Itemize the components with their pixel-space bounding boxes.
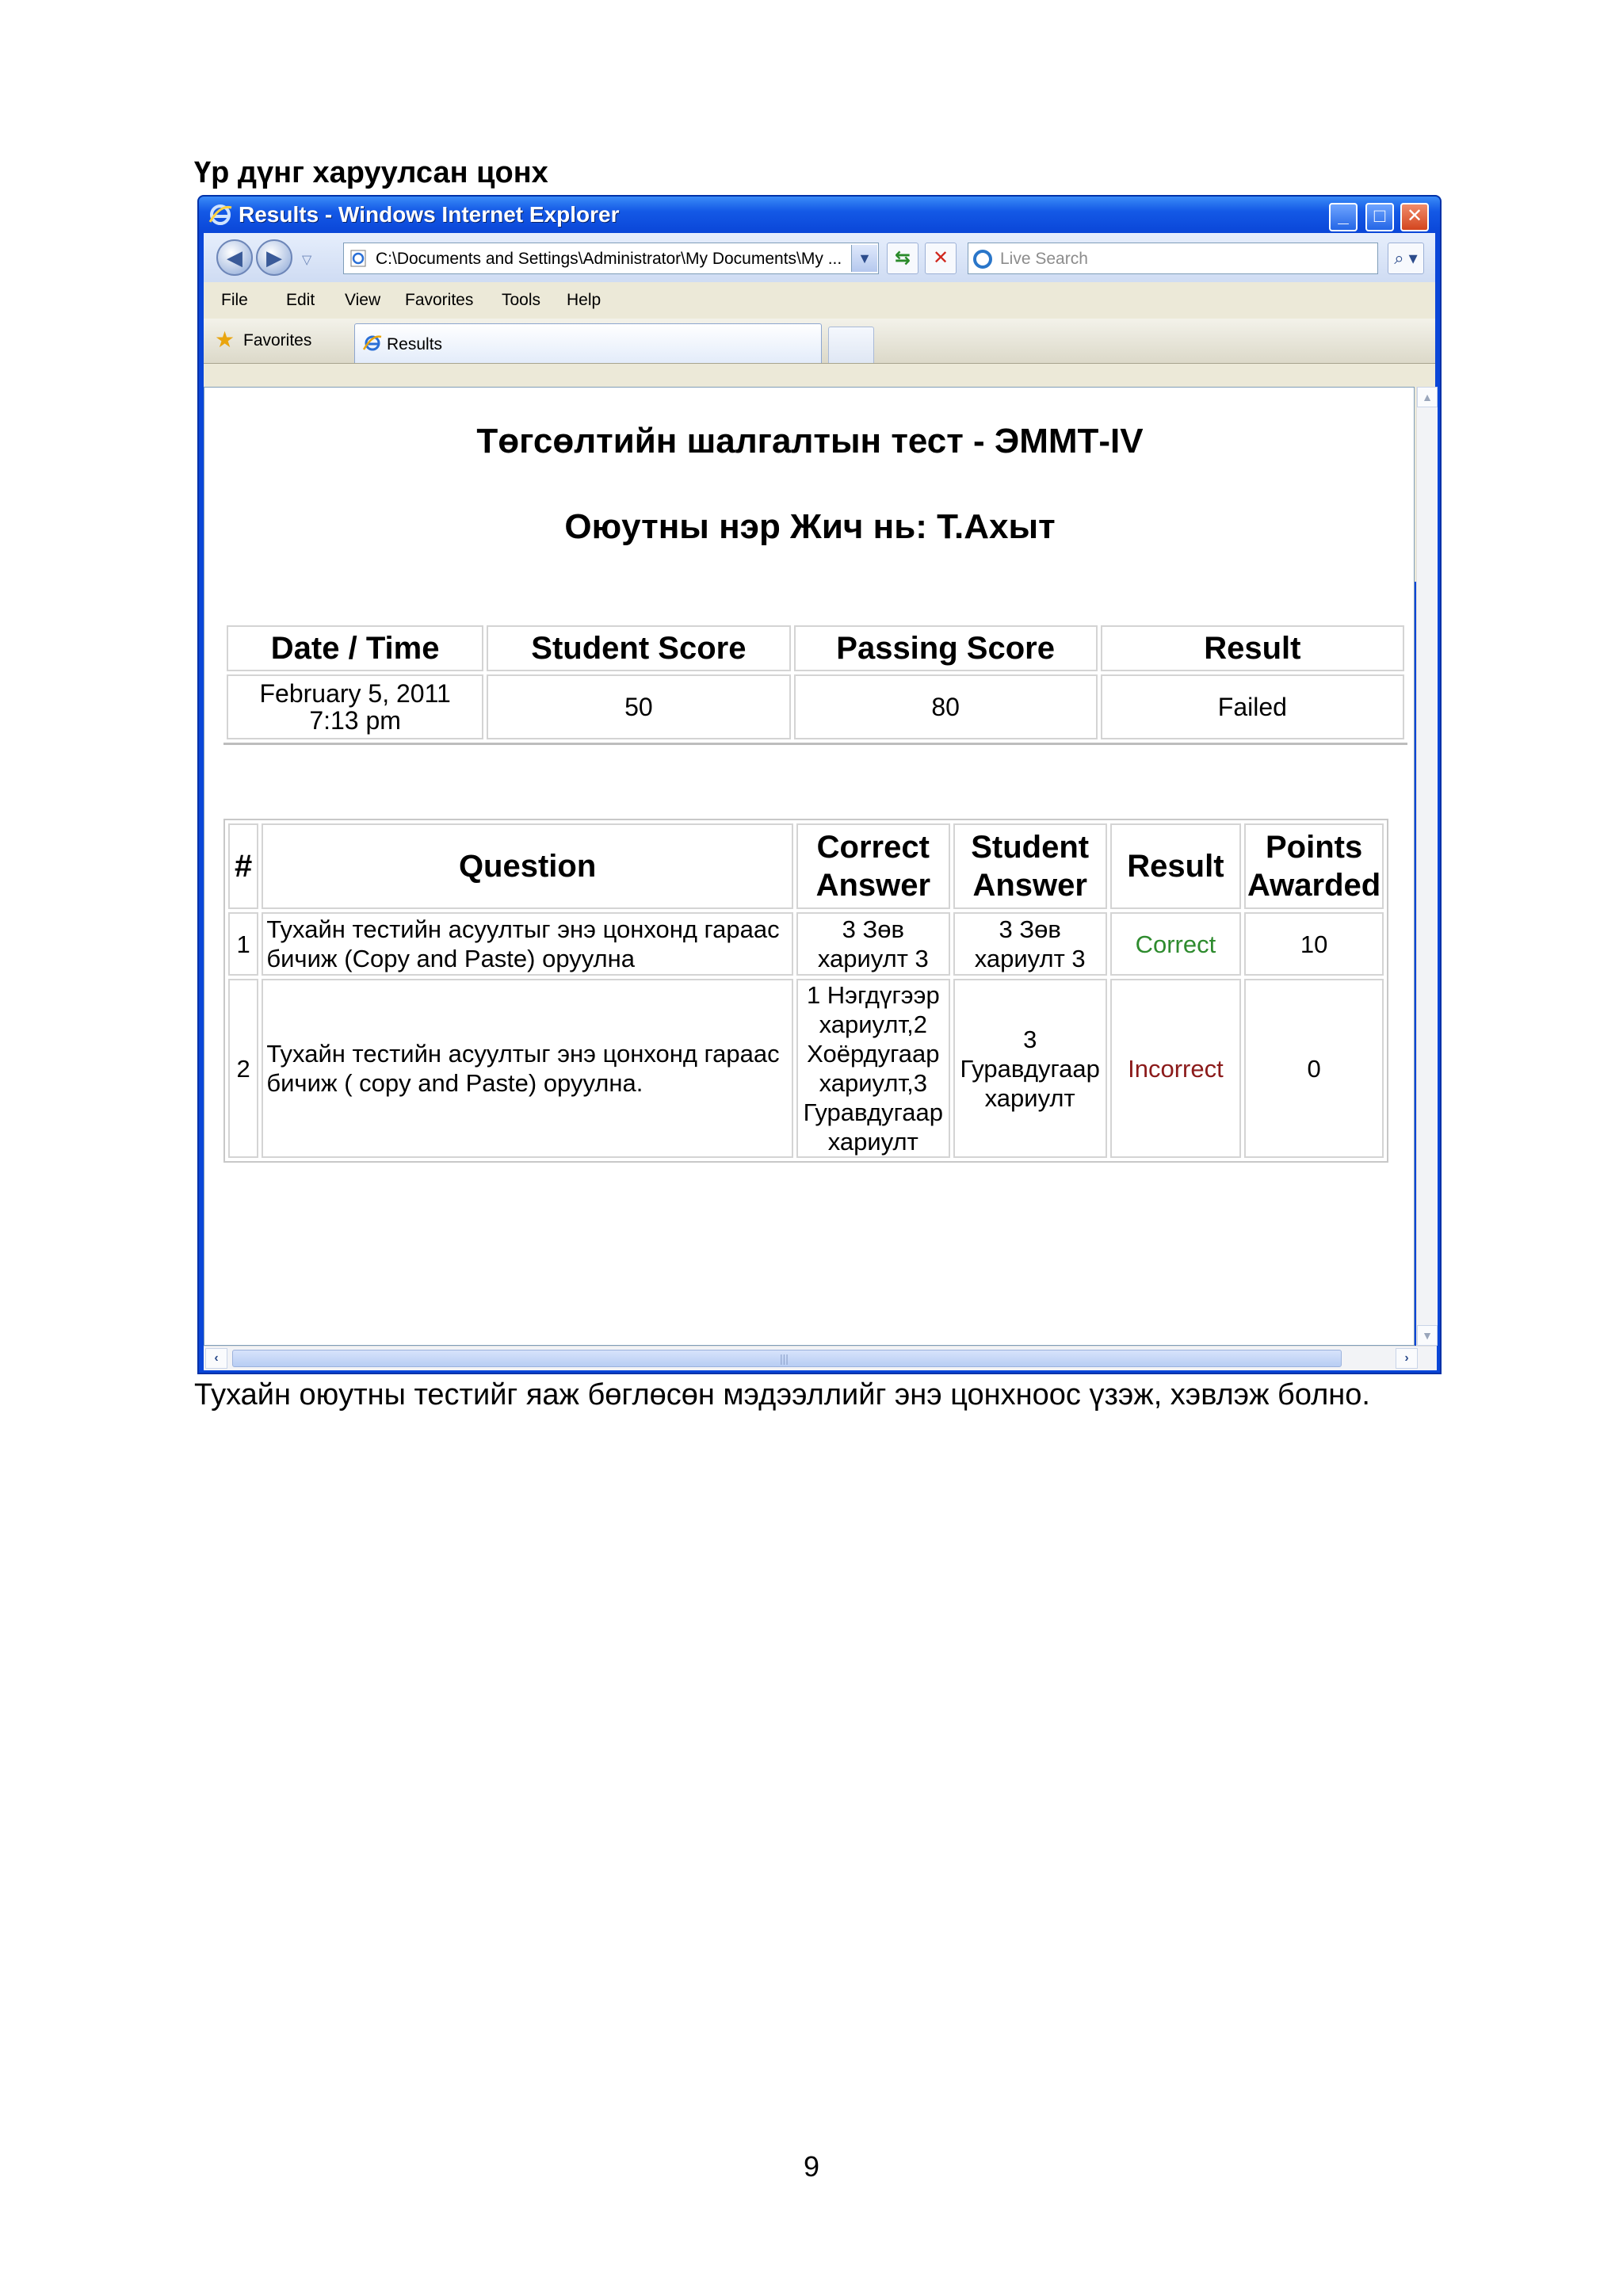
date-value: February 5, 2011 — [259, 679, 451, 708]
header-correct-answer: Correct Answer — [796, 823, 950, 909]
header-date-time: Date / Time — [227, 625, 483, 671]
header-result: Result — [1101, 625, 1404, 671]
table-row — [228, 979, 1384, 1158]
horizontal-scroll-thumb[interactable] — [232, 1350, 1342, 1367]
address-toolbar — [204, 233, 1435, 282]
summary-header-row — [227, 625, 1404, 671]
ie-logo-icon — [208, 203, 232, 227]
arrow-right-icon: ▶ — [266, 246, 282, 269]
scroll-left-icon[interactable]: ‹ — [205, 1348, 227, 1369]
minimize-button[interactable]: _ — [1329, 203, 1358, 231]
student-name-line: Оюутны нэр Жич нь: Т.Ахыт — [564, 507, 1056, 546]
new-tab-button[interactable] — [828, 327, 874, 363]
search-field[interactable] — [968, 243, 1378, 274]
page-icon — [349, 249, 368, 268]
horizontal-scrollbar[interactable] — [204, 1346, 1437, 1370]
menu-favorites[interactable]: Favorites — [405, 291, 474, 309]
points-awarded: 10 — [1244, 912, 1384, 976]
row-number: 2 — [228, 979, 258, 1158]
points-awarded: 0 — [1244, 979, 1384, 1158]
correct-answer: 3 Зөв хариулт 3 — [796, 912, 950, 976]
menu-edit[interactable]: Edit — [286, 291, 315, 309]
window-title: Results - Windows Internet Explorer — [239, 202, 620, 227]
browser-window — [197, 195, 1442, 1374]
question-text: Тухайн тестийн асуултыг энэ цонхонд гараас бичиж ( copy and Paste) оруулна. — [262, 979, 793, 1158]
page-viewport — [204, 387, 1415, 1346]
favorites-label[interactable]: Favorites — [243, 331, 312, 350]
address-bar[interactable] — [343, 243, 879, 274]
arrow-left-icon: ◀ — [227, 246, 242, 269]
menu-bar — [204, 282, 1435, 319]
search-placeholder: Live Search — [1000, 250, 1088, 268]
summary-row — [227, 674, 1404, 739]
address-dropdown-icon[interactable]: ▼ — [851, 245, 877, 272]
header-student-score: Student Score — [487, 625, 790, 671]
tab-results[interactable] — [354, 323, 822, 363]
favorites-star-icon[interactable]: ★ — [215, 327, 235, 352]
scroll-grip-icon: ||| — [780, 1352, 789, 1365]
document-caption: Тухайн оюутны тестийг яаж бөглөсөн мэдээллийг энэ цонхноос үзэж, хэвлэж болно. — [194, 1378, 1370, 1412]
recent-pages-dropdown-icon[interactable]: ▽ — [302, 254, 312, 267]
scroll-right-icon[interactable]: › — [1396, 1348, 1418, 1369]
forward-button[interactable] — [256, 239, 292, 276]
address-text: C:\Documents and Settings\Administrator\My Documents\My ... — [376, 250, 842, 268]
header-question-result: Result — [1110, 823, 1242, 909]
ie-page-icon — [363, 334, 382, 353]
document-heading: Үр дүнг харуулсан цонх — [194, 156, 548, 189]
page-title: Төгсөлтийн шалгалтын тест - ЭММТ-IV — [476, 422, 1144, 460]
student-answer: 3 Гуравдугаар хариулт — [953, 979, 1107, 1158]
menu-file[interactable]: File — [221, 291, 248, 309]
favorites-tab-bar — [204, 319, 1435, 364]
student-score-value: 50 — [487, 674, 790, 739]
student-answer: 3 Зөв хариулт 3 — [953, 912, 1107, 976]
header-student-answer: Student Answer — [953, 823, 1107, 909]
question-text: Тухайн тестийн асуултыг энэ цонхонд гараас бичиж (Copy and Paste) оруулна — [262, 912, 793, 976]
questions-header-row — [228, 823, 1384, 909]
header-question: Question — [262, 823, 793, 909]
back-button[interactable] — [216, 239, 253, 276]
summary-table — [223, 622, 1407, 745]
vertical-scrollbar[interactable] — [1416, 387, 1438, 1346]
maximize-button[interactable]: □ — [1365, 203, 1394, 231]
header-points-awarded: Points Awarded — [1244, 823, 1384, 909]
menu-view[interactable]: View — [345, 291, 381, 309]
header-passing-score: Passing Score — [794, 625, 1098, 671]
tab-results-label: Results — [387, 335, 443, 353]
search-button[interactable]: ⌕ ▾ — [1388, 243, 1424, 274]
refresh-button[interactable]: ⇆ — [887, 243, 918, 274]
scroll-up-icon[interactable]: ▲ — [1417, 387, 1438, 407]
time-value: 7:13 pm — [309, 706, 401, 735]
question-result: Incorrect — [1110, 979, 1242, 1158]
passing-score-value: 80 — [794, 674, 1098, 739]
row-number: 1 — [228, 912, 258, 976]
live-search-logo-icon — [973, 250, 992, 269]
table-row — [228, 912, 1384, 976]
questions-table — [223, 819, 1388, 1163]
scroll-down-icon[interactable]: ▼ — [1417, 1325, 1438, 1346]
correct-answer: 1 Нэгдүгээр хариулт,2 Хоёрдугаар хариулт,3 Гуравдугаар хариулт — [796, 979, 950, 1158]
question-result: Correct — [1110, 912, 1242, 976]
close-button[interactable]: ✕ — [1400, 203, 1429, 231]
page-number: 9 — [803, 2150, 820, 2183]
header-number: # — [228, 823, 258, 909]
title-bar — [199, 197, 1440, 233]
overall-result-value: Failed — [1101, 674, 1404, 739]
menu-tools[interactable]: Tools — [502, 291, 541, 309]
stop-button[interactable]: ✕ — [925, 243, 957, 274]
date-time-cell — [227, 674, 483, 739]
menu-help[interactable]: Help — [567, 291, 601, 309]
